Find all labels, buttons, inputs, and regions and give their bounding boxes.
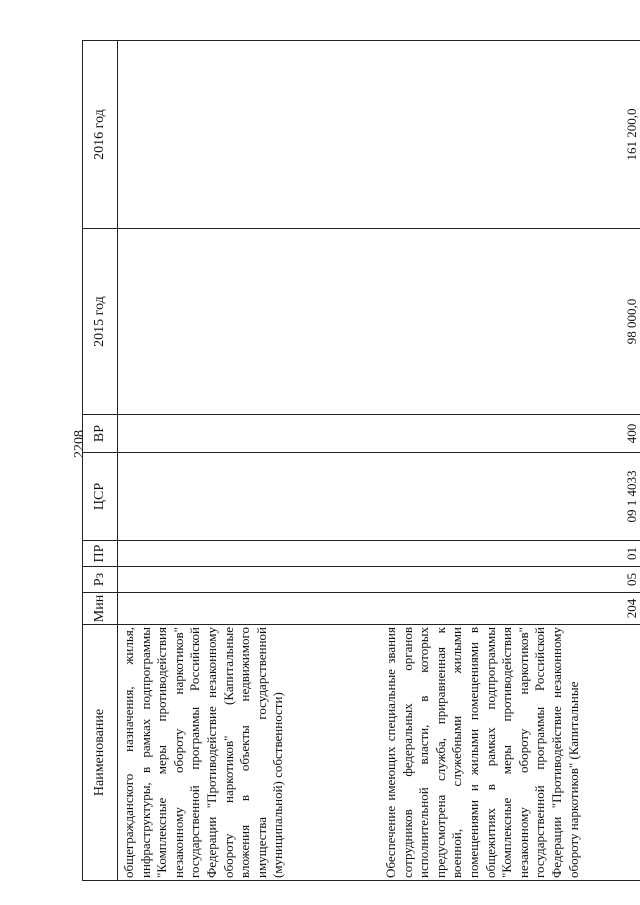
cell-2016 [118,41,381,229]
cell-vr [118,415,381,453]
header-vr: ВР [83,415,118,453]
header-2015: 2015 год [83,229,118,415]
cell-pr: 01 [380,541,640,567]
header-name: Наименование [83,625,118,881]
budget-table [82,40,640,881]
cell-min: 204 [380,593,640,625]
cell-2016: 161 200,0 [380,41,640,229]
cell-min [118,593,381,625]
header-2016: 2016 год [83,41,118,229]
table-header-row [83,41,118,881]
cell-csr [118,453,381,541]
cell-pr [118,541,381,567]
cell-rz: 05 [380,567,640,593]
header-csr: ЦСР [83,453,118,541]
cell-vr: 400 [380,415,640,453]
cell-name: общегражданского назначения, жилья, инфраструктуры, в рамках подпрограммы "Комплексные меры противодействия незаконному обороту наркотиков" государственной программы Российской Федерации "Противодействие незаконному обороту наркотиков" (Капитальные вложения в объекты недвижимого имущества государственной (муниципальной) собственности) [118,625,381,881]
rotated-table-page [82,41,639,881]
header-rz: Рз [83,567,118,593]
table-row [118,41,381,881]
cell-csr: 09 1 4033 [380,453,640,541]
cell-2015: 98 000,0 [380,229,640,415]
cell-name: Обеспечение имеющих специальные звания сотрудников федеральных органов исполнительной власти, в которых предусмотрена служба, приравненная к военной, служебными жилыми помещениями и жилыми помещениями в общежитиях в рамках подпрограммы "Комплексные меры противодействия незаконному обороту наркотиков" государственной программы Российской Федерации "Противодействие незаконному обороту наркотиков" (Капитальные [380,625,640,881]
cell-2015 [118,229,381,415]
table-row [380,41,640,881]
header-pr: ПР [83,541,118,567]
page-number: 2208 [72,430,87,458]
header-min: Мин [83,593,118,625]
cell-rz [118,567,381,593]
